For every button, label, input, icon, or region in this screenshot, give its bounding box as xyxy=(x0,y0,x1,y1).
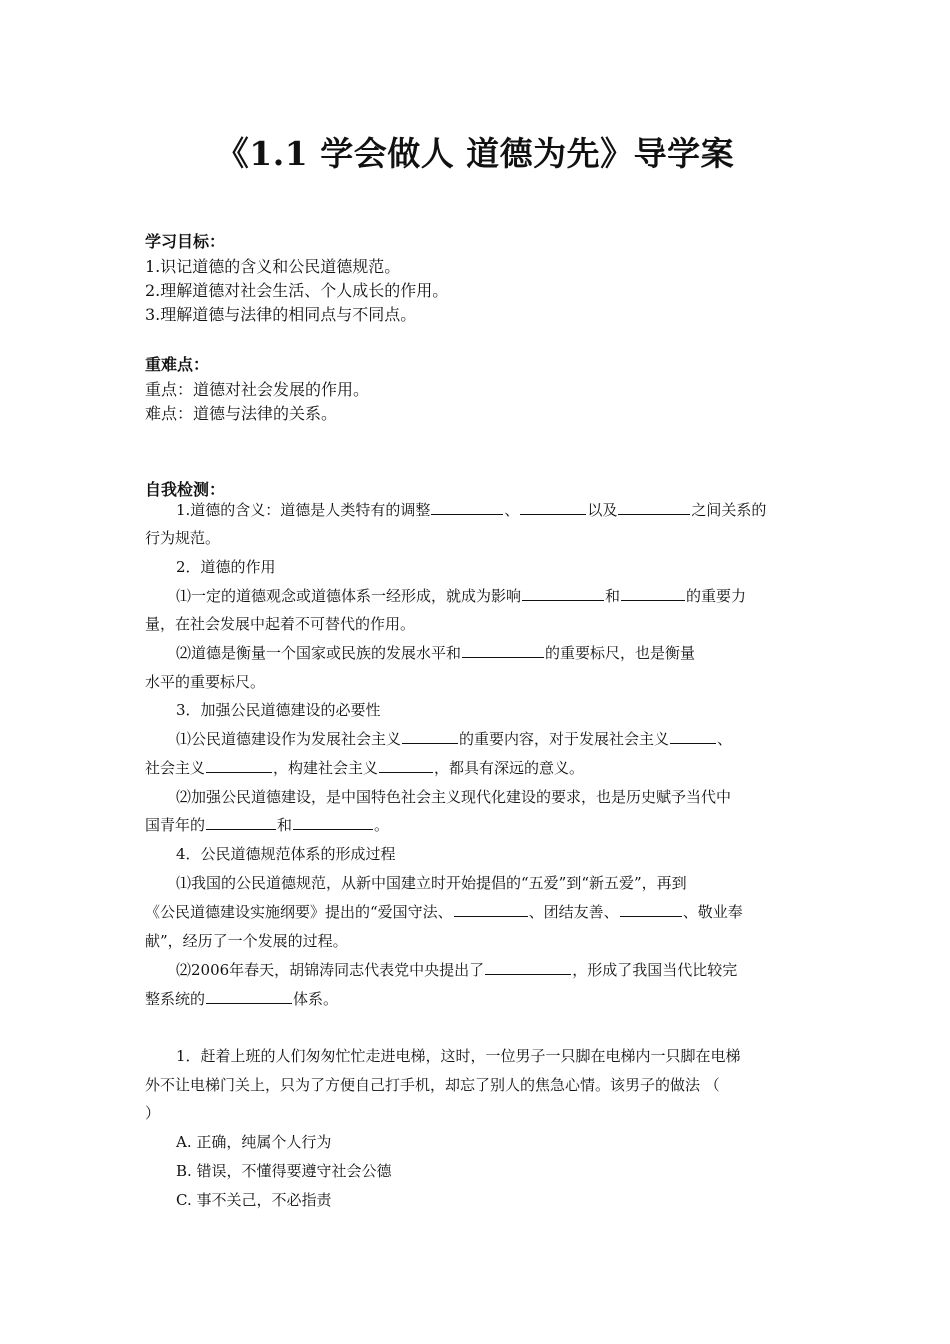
key-points-heading: 重难点： xyxy=(145,355,210,374)
blank xyxy=(520,500,586,515)
blank xyxy=(462,643,544,658)
blank xyxy=(293,815,373,830)
key-point-item: 重点：道德对社会发展的作用。 xyxy=(145,380,370,399)
question-text: 和 xyxy=(277,816,293,834)
exercise-stem: ） xyxy=(145,1104,161,1122)
blank xyxy=(618,500,690,515)
question-4-2-line xyxy=(176,959,737,980)
question-text: 、 xyxy=(504,501,520,519)
question-3-1-line-2 xyxy=(145,757,584,778)
question-text: 行为规范。 xyxy=(145,529,221,547)
question-text: 整系统的 xyxy=(145,990,206,1008)
question-text: 之间关系的 xyxy=(691,501,767,519)
question-text: 体系。 xyxy=(293,990,339,1008)
question-text: 以及 xyxy=(587,501,618,519)
question-text: ⑴公民道德建设作为发展社会主义 xyxy=(176,730,402,748)
blank xyxy=(402,729,458,744)
question-text: ⑴一定的道德观念或道德体系一经形成，就成为影响 xyxy=(176,587,522,605)
exercise-stem: 1．赶着上班的人们匆匆忙忙走进电梯，这时，一位男子一只脚在电梯内一只脚在电梯 xyxy=(176,1047,741,1065)
blank xyxy=(206,989,292,1004)
question-text: 《公民道德建设实施纲要》提出的“爱国守法、 xyxy=(145,903,453,921)
objective-item: 2.理解道德对社会生活、个人成长的作用。 xyxy=(145,281,449,300)
question-text: 的重要内容，对于发展社会主义 xyxy=(459,730,670,748)
question-text: ⑴我国的公民道德规范，从新中国建立时开始提倡的“五爱”到“新五爱”，再到 xyxy=(176,874,687,892)
question-text: 、团结友善、 xyxy=(528,903,619,921)
option-b: B. 错误，不懂得要遵守社会公德 xyxy=(176,1162,392,1180)
blank xyxy=(431,500,503,515)
blank xyxy=(206,758,272,773)
option-c: C. 事不关己，不必指责 xyxy=(176,1191,332,1209)
question-text: 、 xyxy=(717,730,733,748)
question-text: ⑵加强公民道德建设，是中国特色社会主义现代化建设的要求，也是历史赋予当代中 xyxy=(176,788,732,806)
key-point-item: 难点：道德与法律的关系。 xyxy=(145,404,338,423)
self-check-heading: 自我检测： xyxy=(145,480,226,499)
question-4-1-line-2 xyxy=(145,901,743,922)
question-text: 国青年的 xyxy=(145,816,206,834)
question-text: 水平的重要标尺。 xyxy=(145,673,266,691)
question-text: 社会主义 xyxy=(145,759,206,777)
blank xyxy=(379,758,433,773)
question-4-2-line-2 xyxy=(145,988,338,1009)
exercise-stem: 外不让电梯门关上，只为了方便自己打手机，却忘了别人的焦急心情。该男子的做法 （ xyxy=(145,1076,720,1094)
blank xyxy=(454,902,528,917)
blank xyxy=(620,902,682,917)
question-text: 的重要标尺，也是衡量 xyxy=(545,644,696,662)
question-2-heading: 2．道德的作用 xyxy=(176,558,276,576)
question-text: ，构建社会主义 xyxy=(273,759,379,777)
blank xyxy=(522,586,604,601)
blank xyxy=(485,960,571,975)
question-text: 和 xyxy=(605,587,621,605)
objective-item: 3.理解道德与法律的相同点与不同点。 xyxy=(145,305,417,324)
blank xyxy=(621,586,685,601)
question-text: 1.道德的含义：道德是人类特有的调整 xyxy=(176,501,431,519)
objective-item: 1.识记道德的含义和公民道德规范。 xyxy=(145,257,401,276)
question-text: ⑵道德是衡量一个国家或民族的发展水平和 xyxy=(176,644,462,662)
objectives-heading: 学习目标： xyxy=(145,232,226,251)
question-text: 的重要力 xyxy=(686,587,747,605)
question-1-line xyxy=(176,499,766,520)
question-text: ，都具有深远的意义。 xyxy=(434,759,585,777)
question-4-heading: 4．公民道德规范体系的形成过程 xyxy=(176,845,396,863)
question-text: ⑵2006年春天，胡锦涛同志代表党中央提出了 xyxy=(176,961,485,979)
question-3-2-line-2 xyxy=(145,814,389,835)
question-2-1-line xyxy=(176,585,746,606)
question-3-heading: 3．加强公民道德建设的必要性 xyxy=(176,701,381,719)
question-text: 量，在社会发展中起着不可替代的作用。 xyxy=(145,615,416,633)
question-text: ，形成了我国当代比较完 xyxy=(572,961,738,979)
question-2-2-line xyxy=(176,642,695,663)
question-3-1-line xyxy=(176,728,732,749)
question-text: 、敬业奉 xyxy=(682,903,743,921)
question-text: 。 xyxy=(374,816,390,834)
question-text: 献”，经历了一个发展的过程。 xyxy=(145,932,348,950)
blank xyxy=(670,729,716,744)
blank xyxy=(206,815,276,830)
option-a: A. 正确，纯属个人行为 xyxy=(176,1133,332,1151)
page-title: 《1.1 学会做人 道德为先》导学案 xyxy=(215,134,735,173)
